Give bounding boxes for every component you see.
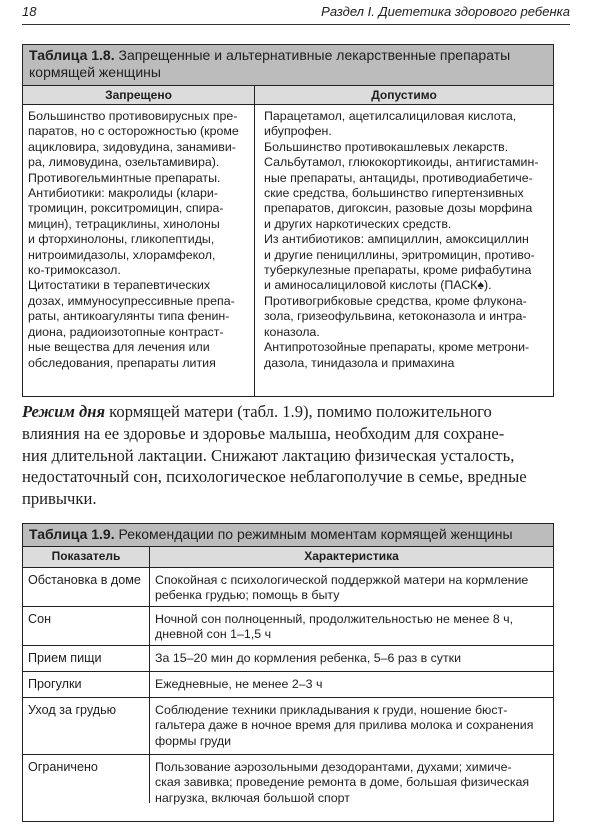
characteristic-cell [150, 698, 553, 754]
forbidden-line: Большинство противовирусных пре- [28, 109, 238, 123]
allowed-line: и других наркотических средств. [264, 216, 452, 231]
header-indicator: Показатель [23, 547, 150, 567]
characteristic-line: Пользование аэрозольными дезодорантами, духами; химиче- [155, 760, 512, 774]
characteristic-line: Ночной сон полноценный, продолжительностью не менее 8 ч, [155, 612, 514, 626]
characteristic-line: Спокойная с психологической поддержкой матери на кормление [155, 573, 529, 587]
allowed-line: и аминосалициловой кислоты (ПАСК♠). [264, 278, 492, 293]
allowed-line: Антипротозойные препараты, кроме метрони- [264, 340, 530, 355]
indicator-cell: Уход за грудью [23, 698, 150, 754]
forbidden-line: Противогельминтные препараты. [28, 170, 221, 185]
forbidden-line: нитроимидазолы, хлорамфекол, [28, 247, 216, 262]
characteristic-line: гальтера даже в ночное время для прилива молока и сохранения [155, 718, 534, 733]
forbidden-line: Цитостатики в терапевтических [28, 278, 211, 293]
table-row [23, 672, 553, 698]
table-row [23, 755, 553, 803]
allowed-column [255, 105, 553, 397]
allowed-line: и другие пенициллины, эритромицин, противо- [264, 247, 535, 262]
characteristic-line: Соблюдение техники прикладывания к груди, ношение бюст- [155, 703, 508, 717]
paragraph-line: привычки. [22, 489, 97, 509]
table-1-9-title: Рекомендации по режимным моментам кормящей женщины [114, 526, 513, 542]
forbidden-line: мицин), тетрациклины, хинолоны [28, 216, 220, 231]
indicator-cell: Прием пищи [23, 646, 150, 671]
forbidden-line: диона, радиоизотопные контраст- [28, 324, 224, 339]
forbidden-line: дозах, иммуносупрессивные препа- [28, 293, 235, 308]
allowed-line: туберкулезные препараты, кроме рифабутина [264, 263, 532, 278]
characteristic-cell [150, 755, 553, 803]
indicator-cell: Обстановка в доме [23, 568, 150, 606]
forbidden-line: раты, антикоагулянты типа фенин- [28, 309, 230, 324]
allowed-line: ские средства, большинство гипертензивных [264, 186, 524, 201]
allowed-line: ные препараты, антациды, противодиабетиче- [264, 170, 533, 185]
forbidden-line: ра, лимовудина, озельтамивира). [28, 155, 220, 170]
characteristic-cell [150, 646, 553, 671]
characteristic-line: формы груди [155, 733, 232, 748]
table-1-8-title: Запрещенные и альтернативные лекарственные препараты кормящей женщины [29, 47, 511, 80]
header-allowed: Допустимо [371, 88, 437, 102]
allowed-line: зола, гризеофульвина, кетоконазола и интра- [264, 309, 527, 324]
characteristic-cell [150, 672, 553, 697]
allowed-line: Из антибиотиков: ампициллин, амоксициллин [264, 232, 529, 247]
body-paragraph [22, 401, 558, 510]
forbidden-line: ные вещества для лечения или [28, 340, 210, 355]
paragraph-line: влияния на ее здоровье и здоровье малыша, необходим для сохране- [22, 423, 505, 443]
forbidden-line: ацикловира, зидовудина, занамиви- [28, 139, 236, 154]
forbidden-line: Антибиотики: макролиды (клари- [28, 186, 218, 201]
allowed-line: препаратов, дигоксин, разовые дозы морфина [264, 201, 533, 216]
indicator-cell: Сон [23, 607, 150, 645]
table-row [23, 607, 553, 646]
table-1-8-label: Таблица 1.8. [29, 47, 115, 63]
characteristic-line: За 15–20 мин до кормления ребенка, 5–6 раз в сутки [155, 651, 462, 665]
indicator-cell: Прогулки [23, 672, 150, 697]
table-row [23, 568, 553, 607]
allowed-line: дазола, тинидазола и примахина [264, 355, 455, 370]
forbidden-line: паратов, но с осторожностью (кроме [28, 124, 239, 139]
paragraph-line: ния длительной лактации. Снижают лактацию физическая усталость, [22, 445, 515, 465]
table-1-9-header [23, 547, 553, 568]
header-characteristic: Характеристика [304, 549, 399, 563]
forbidden-line: тромицин, рокситромицин, спира- [28, 201, 224, 216]
allowed-line: Сальбутамол, глюкокортикоиды, антигистамин- [264, 155, 539, 170]
forbidden-line: ко-тримоксазол. [28, 263, 121, 278]
table-1-9-caption [23, 524, 553, 547]
run-in-heading: Режим дня [22, 402, 106, 421]
table-1-9 [22, 523, 554, 822]
indicator-cell: Ограничено [23, 755, 150, 803]
allowed-line: Парацетамол, ацетилсалициловая кислота, [264, 109, 517, 123]
characteristic-line: Ежедневные, не менее 2–3 ч [155, 677, 323, 691]
table-row [23, 646, 553, 672]
characteristic-line: дневной сон 1–1,5 ч [155, 627, 272, 642]
paragraph-line: недостаточный сон, психологическое неблагополучие в семье, вредные [22, 467, 527, 487]
table-1-8-caption [23, 45, 553, 86]
characteristic-cell [150, 607, 553, 645]
header-forbidden: Запрещено [23, 86, 255, 104]
allowed-line: коназола. [264, 324, 320, 339]
allowed-line: Противогрибковые средства, кроме флукона- [264, 293, 527, 308]
characteristic-line: ребенка грудью; помощь в быту [155, 588, 340, 603]
table-row [23, 698, 553, 755]
characteristic-line: ская завивка; проведение ремонта в доме, большая физическая [155, 775, 530, 790]
forbidden-line: и фторхинолоны, гликопептиды, [28, 232, 215, 247]
table-1-8-header [23, 86, 553, 105]
section-title: Раздел I. Диететика здорового ребенка [321, 4, 570, 19]
forbidden-column [23, 105, 255, 397]
table-1-8 [22, 44, 554, 397]
characteristic-line: нагрузка, включая большой спорт [155, 790, 350, 805]
table-1-9-label: Таблица 1.9. [29, 526, 115, 542]
allowed-line: Большинство противокашлевых лекарств. [264, 139, 509, 154]
characteristic-cell [150, 568, 553, 606]
allowed-line: ибупрофен. [264, 124, 332, 139]
forbidden-line: обследования, препараты лития [28, 355, 216, 370]
page-number: 18 [22, 4, 37, 19]
paragraph-line: кормящей матери (табл. 1.9), помимо положительного [105, 402, 492, 421]
running-header [22, 4, 570, 25]
